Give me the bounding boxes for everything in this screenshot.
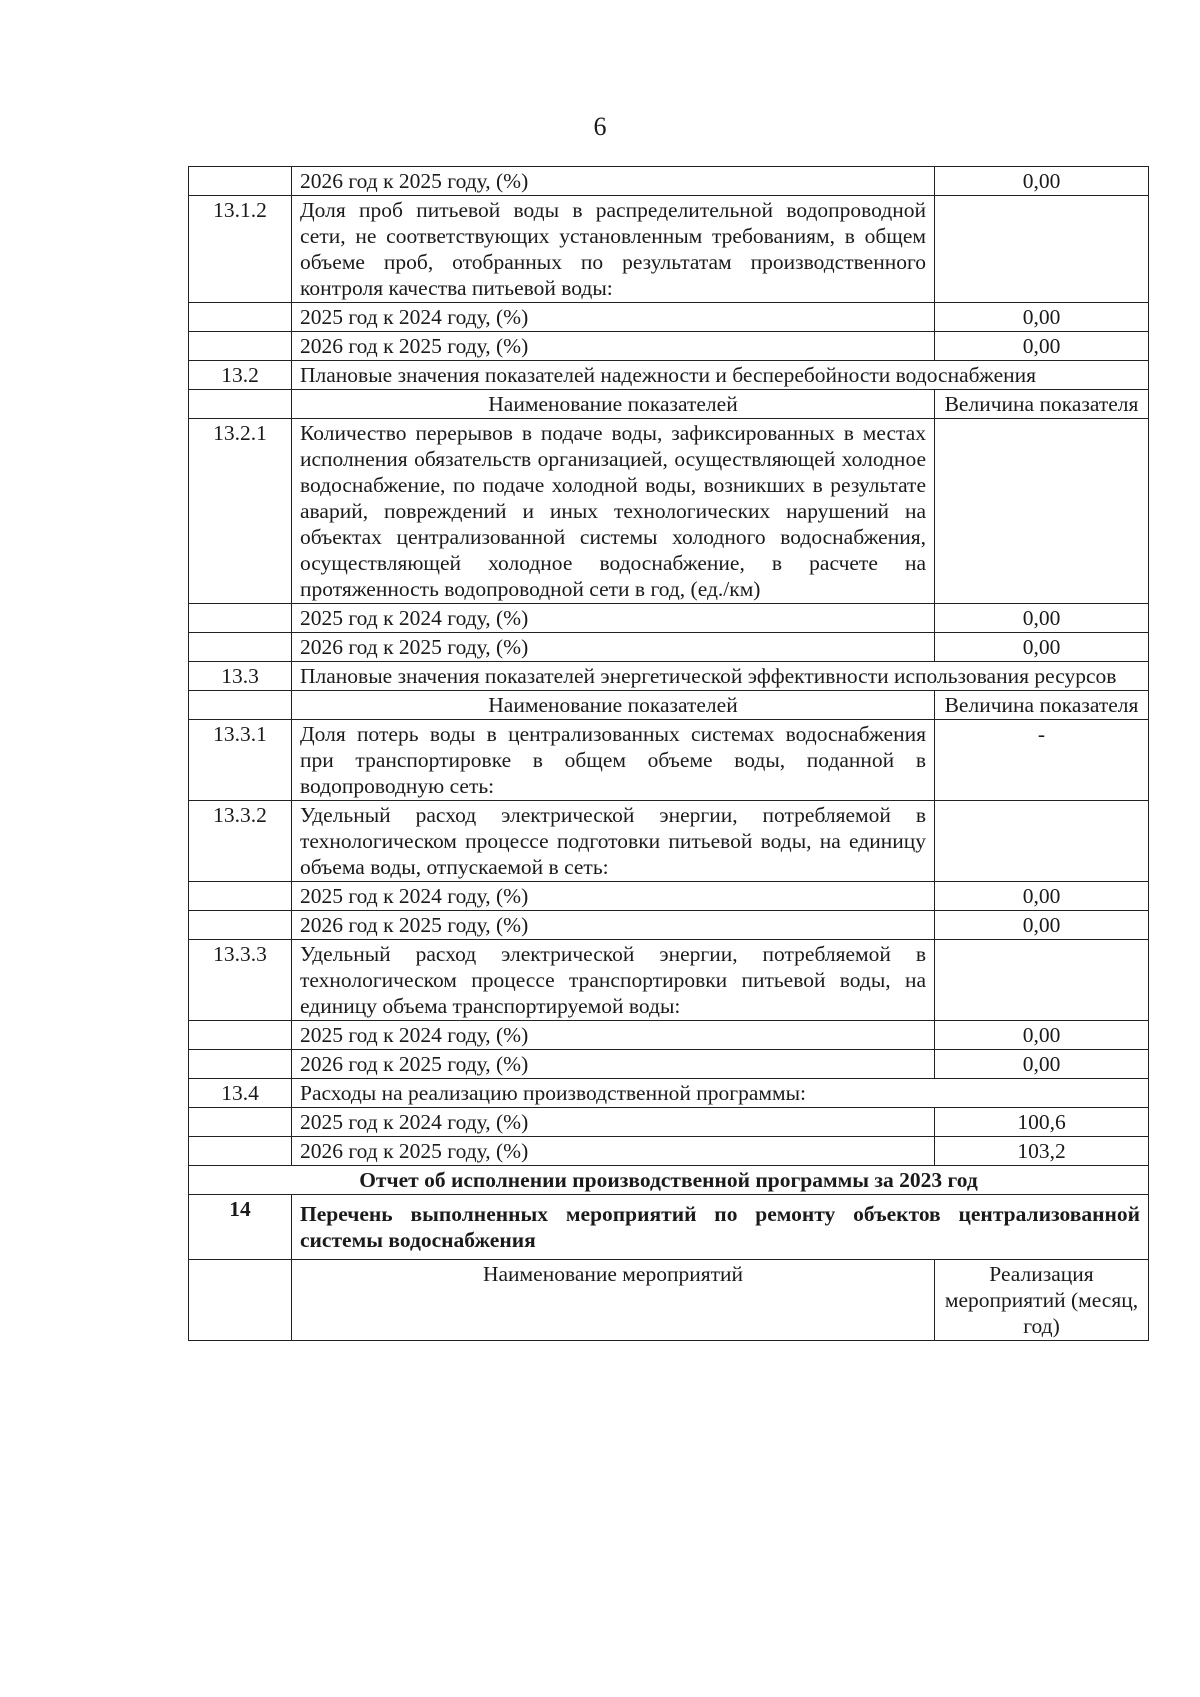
indicator-name: Количество перерывов в подаче воды, зафиксированных в местах исполнения обязательств организацией, осуществляющей холодное водоснабжение, по подаче холодной воды, возникших в результате аварий, повреждений и иных технологических нарушений на объектах централизованной системы холодного водоснабжения, осуществляющей холодное водоснабжение, в расчете на протяженность водопроводной сети в год, (ед./км)	[292, 419, 935, 604]
column-header-value: Величина показателя	[935, 390, 1149, 419]
year-label: 2026 год к 2025 году, (%)	[292, 167, 935, 196]
row-number	[189, 1021, 292, 1050]
indicator-value: 0,00	[935, 911, 1149, 940]
indicator-value: 0,00	[935, 303, 1149, 332]
indicator-value: 0,00	[935, 882, 1149, 911]
column-header-name: Наименование показателей	[292, 390, 935, 419]
table-row	[189, 1260, 1149, 1341]
report-title: Отчет об исполнении производственной программы за 2023 год	[189, 1166, 1149, 1195]
row-number: 13.3.1	[189, 720, 292, 801]
indicator-value	[935, 419, 1149, 604]
indicator-name: Доля проб питьевой воды в распределительной водопроводной сети, не соответствующих установленным требованиям, в общем объеме проб, отобранных по результатам производственного контроля качества питьевой воды:	[292, 196, 935, 303]
section-number: 13.4	[189, 1079, 292, 1108]
indicator-value: -	[935, 720, 1149, 801]
page-number: 6	[593, 112, 607, 141]
section-number: 13.3	[189, 662, 292, 691]
table-row	[189, 196, 1149, 303]
indicator-value: 0,00	[935, 604, 1149, 633]
section-title: Плановые значения показателей энергетической эффективности использования ресурсов	[292, 662, 1149, 691]
row-number: 13.3.3	[189, 940, 292, 1021]
row-number	[189, 167, 292, 196]
table-row	[189, 332, 1149, 361]
table-row	[189, 882, 1149, 911]
column-header-name: Наименование показателей	[292, 691, 935, 720]
row-number	[189, 1137, 292, 1166]
table-row	[189, 911, 1149, 940]
row-number	[189, 1050, 292, 1079]
year-label: 2026 год к 2025 году, (%)	[292, 1050, 935, 1079]
table-row	[189, 1195, 1149, 1260]
table-row	[189, 1137, 1149, 1166]
indicator-value: 103,2	[935, 1137, 1149, 1166]
row-number: 13.3.2	[189, 801, 292, 882]
indicator-value: 0,00	[935, 633, 1149, 662]
section-number: 14	[189, 1195, 292, 1260]
row-number	[189, 604, 292, 633]
row-number	[189, 911, 292, 940]
table-row	[189, 390, 1149, 419]
table-row	[189, 662, 1149, 691]
row-number	[189, 303, 292, 332]
table-row	[189, 1166, 1149, 1195]
row-number: 13.1.2	[189, 196, 292, 303]
column-header-value: Реализация мероприятий (месяц, год)	[935, 1260, 1149, 1341]
year-label: 2026 год к 2025 году, (%)	[292, 633, 935, 662]
indicator-name: Удельный расход электрической энергии, потребляемой в технологическом процессе подготовки питьевой воды, на единицу объема воды, отпускаемой в сеть:	[292, 801, 935, 882]
section-title: Плановые значения показателей надежности и бесперебойности водоснабжения	[292, 361, 1149, 390]
year-label: 2026 год к 2025 году, (%)	[292, 1137, 935, 1166]
year-label: 2025 год к 2024 году, (%)	[292, 1021, 935, 1050]
indicator-value: 0,00	[935, 1050, 1149, 1079]
indicator-value	[935, 940, 1149, 1021]
row-number	[189, 633, 292, 662]
year-label: 2026 год к 2025 году, (%)	[292, 332, 935, 361]
section-title: Расходы на реализацию производственной программы:	[292, 1079, 1149, 1108]
indicator-value: 100,6	[935, 1108, 1149, 1137]
section-number: 13.2	[189, 361, 292, 390]
table-row	[189, 361, 1149, 390]
header-empty	[189, 1260, 292, 1341]
column-header-name: Наименование мероприятий	[292, 1260, 935, 1341]
row-number	[189, 332, 292, 361]
table-row	[189, 1021, 1149, 1050]
table-row	[189, 801, 1149, 882]
row-number: 13.2.1	[189, 419, 292, 604]
year-label: 2025 год к 2024 году, (%)	[292, 303, 935, 332]
row-number	[189, 1108, 292, 1137]
table-row	[189, 303, 1149, 332]
indicator-value: 0,00	[935, 1021, 1149, 1050]
header-empty	[189, 691, 292, 720]
table-row	[189, 940, 1149, 1021]
column-header-value: Величина показателя	[935, 691, 1149, 720]
indicator-value	[935, 196, 1149, 303]
indicator-value	[935, 801, 1149, 882]
table-row	[189, 633, 1149, 662]
indicator-value: 0,00	[935, 332, 1149, 361]
section-title: Перечень выполненных мероприятий по ремонту объектов централизованной системы водоснабжения	[292, 1195, 1149, 1260]
indicator-name: Удельный расход электрической энергии, потребляемой в технологическом процессе транспортировки питьевой воды, на единицу объема транспортируемой воды:	[292, 940, 935, 1021]
row-number	[189, 882, 292, 911]
year-label: 2025 год к 2024 году, (%)	[292, 604, 935, 633]
year-label: 2025 год к 2024 году, (%)	[292, 1108, 935, 1137]
table-row	[189, 1079, 1149, 1108]
table-row	[189, 720, 1149, 801]
indicator-name: Доля потерь воды в централизованных системах водоснабжения при транспортировке в общем объеме воды, поданной в водопроводную сеть:	[292, 720, 935, 801]
table-row	[189, 419, 1149, 604]
table-row	[189, 691, 1149, 720]
table-row	[189, 167, 1149, 196]
year-label: 2026 год к 2025 году, (%)	[292, 911, 935, 940]
table-row	[189, 1108, 1149, 1137]
table-row	[189, 1050, 1149, 1079]
indicator-value: 0,00	[935, 167, 1149, 196]
table-row	[189, 604, 1149, 633]
year-label: 2025 год к 2024 году, (%)	[292, 882, 935, 911]
header-empty	[189, 390, 292, 419]
indicators-table	[188, 166, 1149, 1341]
